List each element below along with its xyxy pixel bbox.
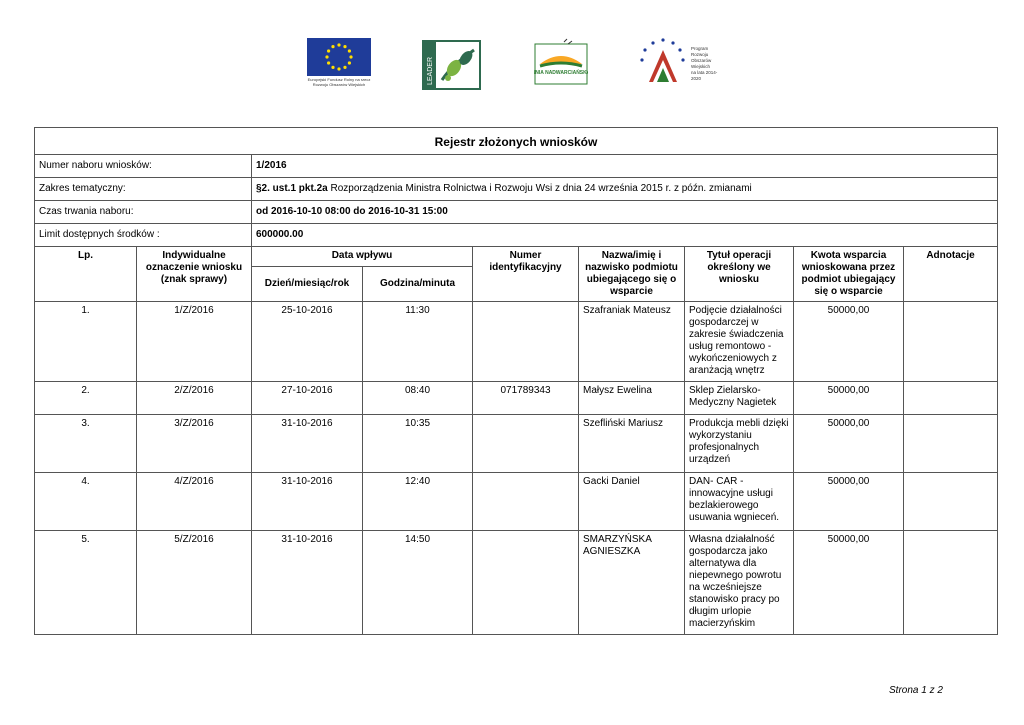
cell-znak: 4/Z/2016: [137, 473, 252, 531]
header-data-wplywu: Data wpływu: [252, 247, 473, 267]
cell-lp: 2.: [35, 382, 137, 415]
cell-adnotacje: [904, 302, 998, 382]
header-numer: Numer identyfikacyjny: [473, 247, 579, 302]
cell-kwota: 50000,00: [794, 531, 904, 635]
table-row: [35, 473, 998, 531]
prow-line: Program: [691, 46, 709, 51]
cell-kwota: 50000,00: [794, 473, 904, 531]
eu-flag-icon: [307, 38, 371, 76]
cell-nazwa: Szefliński Mariusz: [579, 415, 685, 473]
page-number: Strona 1 z 2: [889, 685, 943, 696]
cell-nazwa: SMARZYŃSKA AGNIESZKA: [579, 531, 685, 635]
cell-lp: 1.: [35, 302, 137, 382]
table-row: [35, 531, 998, 635]
table-row: [35, 415, 998, 473]
leader-logo: [422, 40, 481, 90]
table-row: [35, 302, 998, 382]
cell-znak: 3/Z/2016: [137, 415, 252, 473]
logo-strip: [0, 36, 1024, 96]
cell-lp: 3.: [35, 415, 137, 473]
cell-data: 31-10-2016: [252, 473, 363, 531]
cell-adnotacje: [904, 415, 998, 473]
zakres-rest: Rozporządzenia Ministra Rolnictwa i Rozwoju Wsi z dnia 24 września 2015 r. z późn. zmianami: [327, 183, 752, 194]
cell-godzina: 08:40: [363, 382, 473, 415]
cell-tytul: Własna działalność gospodarcza jako alternatywa dla niepewnego powrotu na wcześniejsze stanowisko pracy po długim urlopie macierzyńskim: [685, 531, 794, 635]
header-dzien: Dzień/miesiąc/rok: [252, 267, 363, 302]
zakres-label: Zakres tematyczny:: [35, 178, 252, 201]
cell-numer: [473, 415, 579, 473]
header-oznaczenie: Indywidualne oznaczenie wniosku (znak sprawy): [137, 247, 252, 302]
prow-line: Rozwoju: [691, 52, 709, 57]
cell-godzina: 14:50: [363, 531, 473, 635]
register-table: [34, 127, 998, 635]
header-tytul: Tytuł operacji określony we wniosku: [685, 247, 794, 302]
page-title: Rejestr złożonych wniosków: [35, 128, 998, 155]
header-godzina: Godzina/minuta: [363, 267, 473, 302]
header-lp: Lp.: [35, 247, 137, 302]
header-nazwa: Nazwa/imię i nazwisko podmiotu ubiegającego się o wsparcie: [579, 247, 685, 302]
cell-tytul: Sklep Zielarsko-Medyczny Nagietek: [685, 382, 794, 415]
cell-znak: 2/Z/2016: [137, 382, 252, 415]
cell-adnotacje: [904, 382, 998, 415]
cell-godzina: 10:35: [363, 415, 473, 473]
cell-kwota: 50000,00: [794, 415, 904, 473]
zakres-value: [252, 178, 998, 201]
cell-numer: [473, 531, 579, 635]
prow-text: [691, 46, 725, 82]
eu-logo: [307, 38, 371, 92]
cell-kwota: 50000,00: [794, 382, 904, 415]
eu-caption: Europejski Fundusz Rolny na rzecz Rozwoju Obszarów Wiejskich: [307, 77, 371, 87]
cell-data: 27-10-2016: [252, 382, 363, 415]
leader-text: LEADER: [427, 56, 434, 85]
cell-znak: 1/Z/2016: [137, 302, 252, 382]
cell-tytul: DAN- CAR - innowacyjne usługi bezlakierowego usuwania wgnieceń.: [685, 473, 794, 531]
cell-numer: 071789343: [473, 382, 579, 415]
limit-label: Limit dostępnych środków :: [35, 224, 252, 247]
cell-nazwa: Szafraniak Mateusz: [579, 302, 685, 382]
cell-tytul: Produkcja mebli dzięki wykorzystaniu profesjonalnych urządzeń: [685, 415, 794, 473]
cell-lp: 5.: [35, 531, 137, 635]
cell-data: 31-10-2016: [252, 531, 363, 635]
cell-znak: 5/Z/2016: [137, 531, 252, 635]
prow-line: Wiejskich: [691, 64, 711, 69]
cell-kwota: 50000,00: [794, 302, 904, 382]
cell-numer: [473, 302, 579, 382]
cell-data: 31-10-2016: [252, 415, 363, 473]
cell-numer: [473, 473, 579, 531]
cell-nazwa: Małysz Ewelina: [579, 382, 685, 415]
cell-lp: 4.: [35, 473, 137, 531]
nabor-label: Numer naboru wniosków:: [35, 155, 252, 178]
prow-line: Obszarów: [691, 58, 712, 63]
nabor-value: 1/2016: [252, 155, 998, 178]
lgd-logo: [534, 38, 588, 86]
zakres-bold: §2. ust.1 pkt.2a: [256, 183, 328, 194]
cell-godzina: 12:40: [363, 473, 473, 531]
lgd-text: UNIA NADWARCIAŃSKA: [534, 70, 588, 76]
cell-godzina: 11:30: [363, 302, 473, 382]
cell-tytul: Podjęcie działalności gospodarczej w zakresie świadczenia usług remontowo - wykończeniowych z aranżacją wnętrz: [685, 302, 794, 382]
cell-adnotacje: [904, 473, 998, 531]
header-kwota: Kwota wsparcia wnioskowana przez podmiot ubiegający się o wsparcie: [794, 247, 904, 302]
table-row: [35, 382, 998, 415]
header-adnotacje: Adnotacje: [904, 247, 998, 302]
cell-data: 25-10-2016: [252, 302, 363, 382]
prow-logo: [635, 36, 725, 88]
prow-line: na lata 2014-2020: [691, 70, 718, 81]
cell-nazwa: Gacki Daniel: [579, 473, 685, 531]
czas-value: od 2016-10-10 08:00 do 2016-10-31 15:00: [252, 201, 998, 224]
czas-label: Czas trwania naboru:: [35, 201, 252, 224]
limit-value: 600000.00: [252, 224, 998, 247]
cell-adnotacje: [904, 531, 998, 635]
